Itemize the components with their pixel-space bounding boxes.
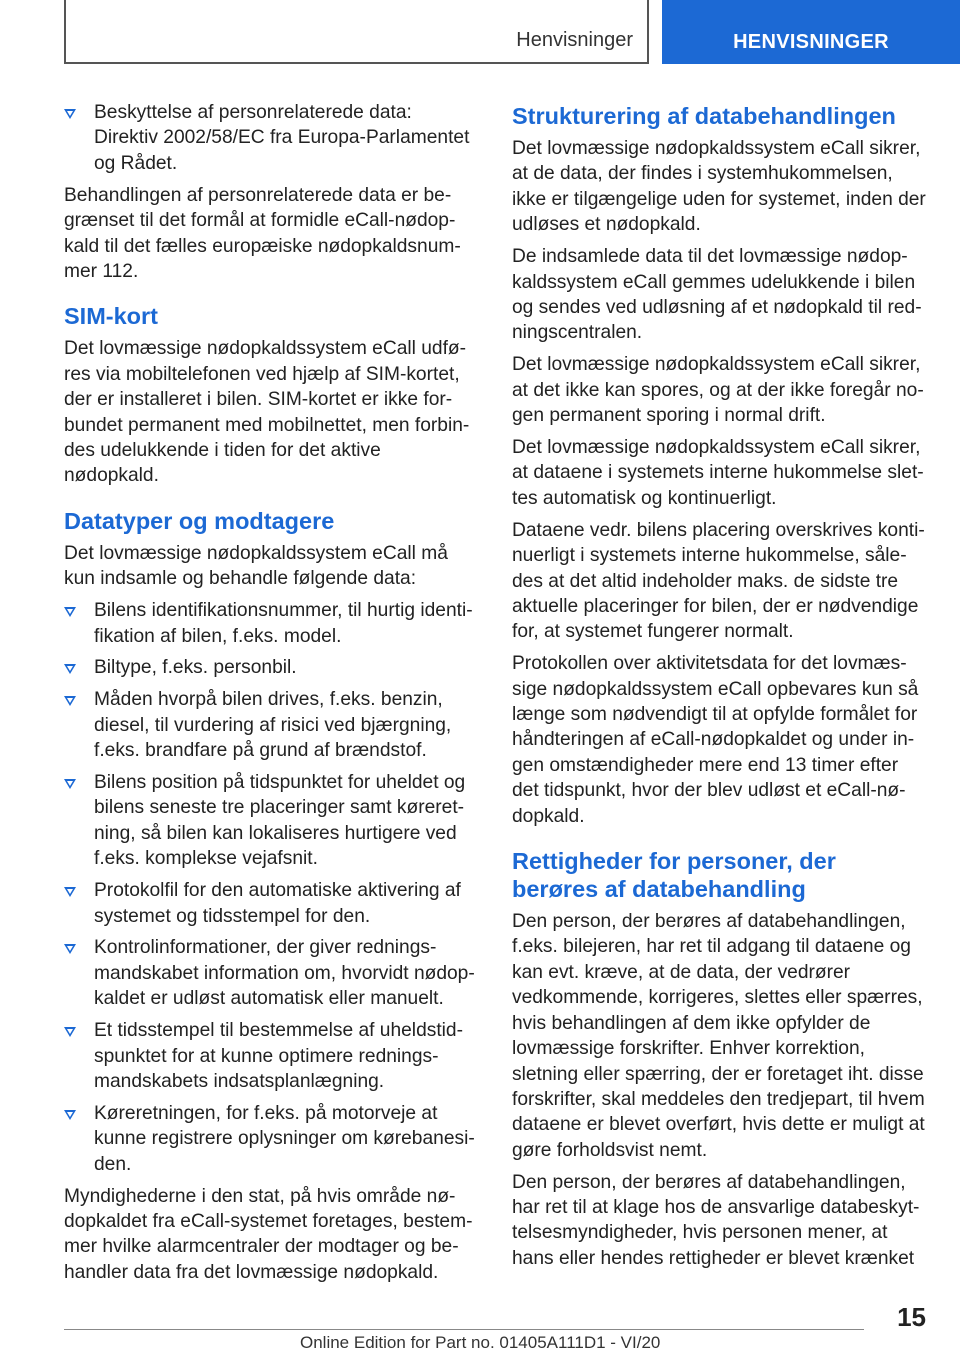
bullet-triangle-icon [64,696,76,706]
bullet-triangle-icon [64,887,76,897]
heading-datatyper: Datatyper og modtagere [64,507,335,534]
header-tab[interactable] [662,0,960,64]
paragraph: Det lovmæssige nødopkaldssystem eCall sikrer, at dataene i systemets interne hukommelse slettes automatisk og kontinuerligt. [512,436,924,509]
footer-edition: Online Edition for Part no. 01405A111D1 - VI/20 [300,1333,661,1352]
heading-sim-kort: SIM-kort [64,303,158,330]
heading-strukturering: Strukturering af databehandlingen [512,103,896,129]
bullet-triangle-icon [64,1027,76,1037]
right-column [512,100,928,1278]
bullet-triangle-icon [64,109,76,119]
paragraph: Myndighederne i den stat, på hvis område nødopkaldet fra eCall-systemet foretages, bestemmer hvilke alarmcentraler der modtager og behandler data fra det lovmæssige nødopkald. [64,1185,473,1283]
list-item: Bilens position på tidspunktet for uheldet og bilens seneste tre placeringer samt køreretning, så bilen kan lokaliseres hurtigere ved f.eks. komplekse vejafsnit. [64,770,478,872]
list-item: Beskyttelse af personrelaterede data: Direktiv 2002/58/EC fra Europa-Parlamentet og Rådet. [64,100,478,176]
list-item: Protokolfil for den automatiske aktivering af systemet og tidsstempel for den. [64,878,478,929]
paragraph: Det lovmæssige nødopkaldssystem eCall må kun indsamle og behandle følgende data: [64,542,448,590]
list-item: Et tidsstempel til bestemmelse af uheldstidspunktet for at kunne optimere redningsmandskabets indsatsplanlægning. [64,1018,478,1094]
bullet-triangle-icon [64,607,76,617]
bullet-triangle-icon [64,1110,76,1120]
paragraph: Den person, der berøres af databehandlingen, f.eks. bilejeren, har ret til adgang til dataene og kan evt. kræve, at de data, der vedrører vedkommende, korrigeres, slettes eller spærres, hvis behandlingen af dem ikke opfylder de lovmæssige forskrifter. Enhver korrektion, sletning eller spærring, der er foretaget iht. disse forskrifter, skal meddeles den tredjepart, til hvem dataene er blevet overført, hvis dette er muligt at gøre forholdsvist nemt. [512,911,925,1161]
list-item: Kontrolinformationer, der giver redningsmandskabet information om, hvorvidt nødopkaldet er udløst automatisk eller manuelt. [64,935,478,1011]
bullet-triangle-icon [64,779,76,789]
left-column [64,100,478,1292]
paragraph: De indsamlede data til det lovmæssige nødopkaldssystem eCall gemmes udelukkende i bilen og sendes ved udløsning af et nødopkald til redningscentralen. [512,246,922,344]
data-bullet-list [64,598,478,1177]
list-item: Bilens identifikationsnummer, til hurtig identifikation af bilen, f.eks. model. [64,598,478,649]
page-number: 15 [897,1302,926,1332]
bullet-triangle-icon [64,944,76,954]
bullet-triangle-icon [64,664,76,674]
header-section-title: Henvisninger [516,29,633,51]
paragraph: Dataene vedr. bilens placering overskrives kontinuerligt i systemets interne hukommelse, således at det altid indeholder maks. de sidste tre aktuelle placeringer for bilen, der er nødvendige for, at systemet fungerer normalt. [512,519,925,643]
top-bullet-list [64,100,478,176]
paragraph: Behandlingen af personrelaterede data er begrænset til det formål at formidle eCall-nødopkald til det fælles europæiske nødopkaldsnummer 112. [64,184,461,282]
paragraph: Det lovmæssige nødopkaldssystem eCall sikrer, at de data, der findes i systemhukommelsen, ikke er tilgængelige uden for systemet, inden der udløses et nødopkald. [512,138,926,236]
header-tab-label: HENVISNINGER [733,31,889,53]
paragraph: Den person, der berøres af databehandlingen, har ret til at klage hos de ansvarlige databeskyttelsesmyndigheder, hvis personen mener, at hans eller hendes rettigheder er blevet krænket [512,1171,920,1269]
paragraph: Det lovmæssige nødopkaldssystem eCall udføres via mobiltelefonen ved hjælp af SIM-kortet, der er installeret i bilen. SIM-kortet er ikke forbundet permanent med mobilnettet, men forbindes udelukkende i tiden for det aktive nødopkald. [64,338,470,487]
footer-divider [64,1329,864,1330]
list-item: Måden hvorpå bilen drives, f.eks. benzin, diesel, til vurdering af risici ved bjærgning, f.eks. brandfare på grund af brændstof. [64,687,478,763]
paragraph: Det lovmæssige nødopkaldssystem eCall sikrer, at det ikke kan spores, og at der ikke foregår nogen permanent sporing i normal drift. [512,354,924,427]
header-section-box [64,0,649,64]
list-item: Køreretningen, for f.eks. på motorveje at kunne registrere oplysninger om kørebanesiden. [64,1101,478,1177]
list-item: Biltype, f.eks. personbil. [64,655,478,680]
paragraph: Protokollen over aktivitetsdata for det lovmæssige nødopkaldssystem eCall opbevares kun så længe som nødvendigt til at opfylde formålet for håndteringen af eCall-nødopkaldet og under ingen omstændigheder mere end 13 timer efter det tidspunkt, hvor der blev udløst et eCall-nødopkald. [512,653,919,827]
heading-rettigheder: Rettigheder for personer, der berøres af databehandling [512,848,836,903]
